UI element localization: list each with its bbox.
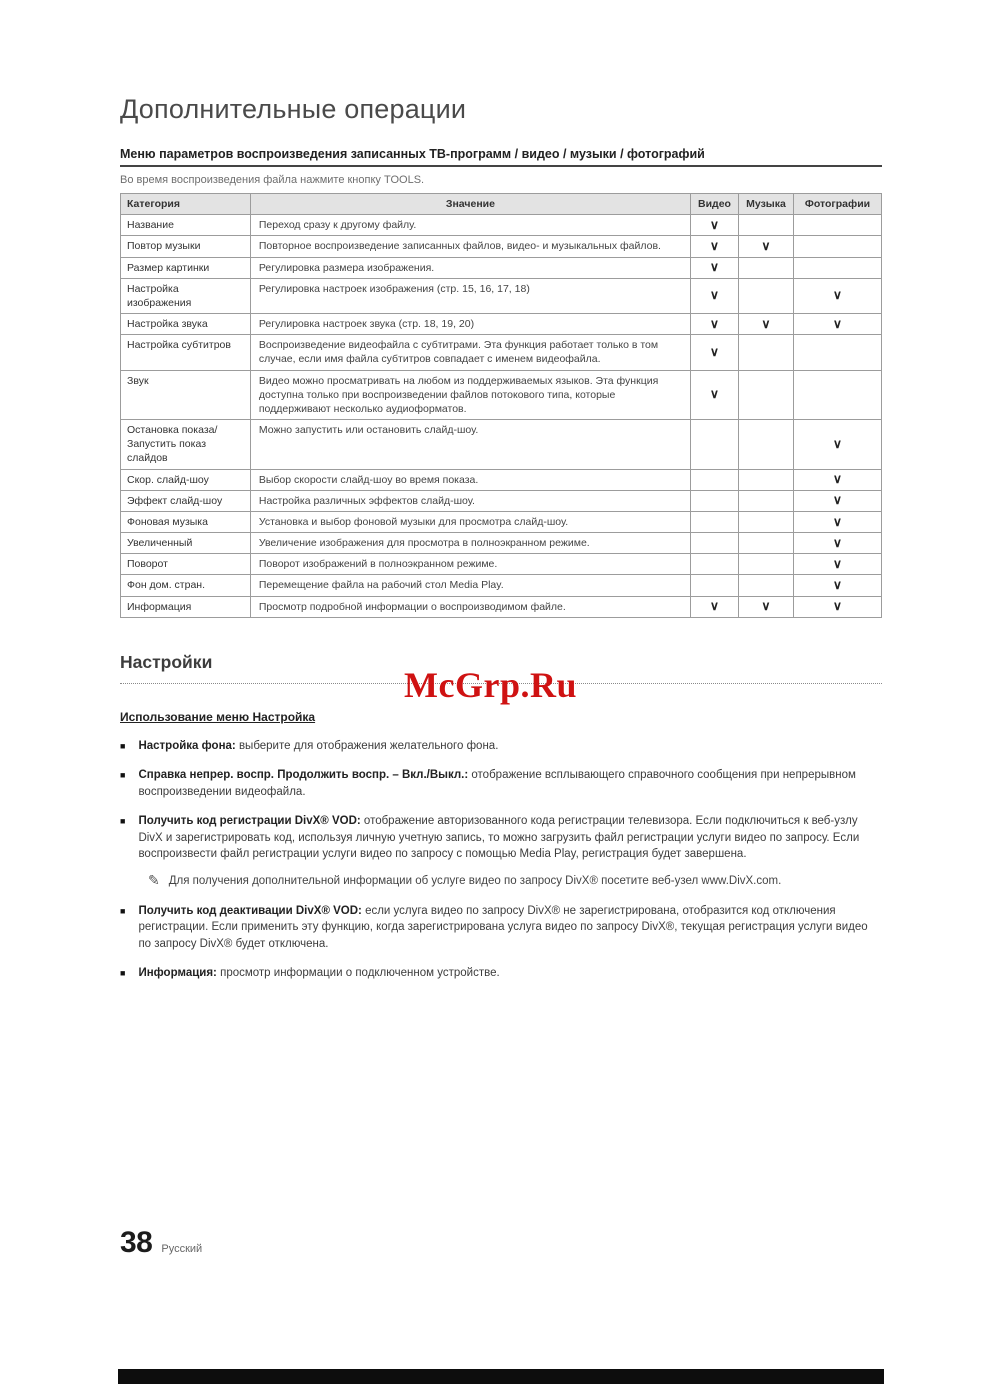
check-icon-video: ∨	[691, 314, 739, 335]
cell-category: Настройка звука	[121, 314, 251, 335]
check-icon-photo: ∨	[793, 490, 881, 511]
cell-value: Можно запустить или остановить слайд-шоу.	[250, 420, 690, 470]
table-row	[121, 335, 882, 370]
check-icon-music: ∨	[739, 596, 794, 617]
cell-video-empty	[691, 511, 739, 532]
bullet-description: отображение авторизованного кода регистрации телевизора. Если подключиться к веб-узлу DivX и зарегистрировать код, используя личную учетную запись, то можно загрузить файл регистрации услуги видео по запросу. Если воспроизвести файл регистрации услуги видео по запросу с помощью Media Play, регистрация будет завершена.	[138, 815, 860, 861]
cell-category: Настройка субтитров	[121, 335, 251, 370]
bullet-text	[138, 813, 882, 863]
cell-video-empty	[691, 533, 739, 554]
bullet-term: Информация:	[138, 967, 221, 980]
cell-video-empty	[691, 554, 739, 575]
bullet-square-icon: ■	[120, 968, 126, 979]
cell-category: Настройка изображения	[121, 278, 251, 313]
cell-value: Повторное воспроизведение записанных файлов, видео- и музыкальных файлов.	[250, 236, 690, 257]
cell-music-empty	[739, 257, 794, 278]
cell-value: Выбор скорости слайд-шоу во время показа.	[250, 469, 690, 490]
tools-table-body	[121, 215, 882, 618]
cell-value: Увеличение изображения для просмотра в полноэкранном режиме.	[250, 533, 690, 554]
table-row	[121, 278, 882, 313]
check-icon-video: ∨	[691, 215, 739, 236]
bullet-description: просмотр информации о подключенном устройстве.	[220, 967, 500, 980]
check-icon-video: ∨	[691, 236, 739, 257]
check-icon-music: ∨	[739, 236, 794, 257]
bullet-text	[138, 903, 882, 953]
bullet-square-icon: ■	[120, 816, 126, 827]
cell-category: Эффект слайд-шоу	[121, 490, 251, 511]
table-row	[121, 490, 882, 511]
check-icon-photo: ∨	[793, 314, 881, 335]
cell-category: Название	[121, 215, 251, 236]
tools-menu-heading: Меню параметров воспроизведения записанных ТВ-программ / видео / музыки / фотографий	[120, 147, 882, 167]
settings-section-title: Настройки	[120, 652, 882, 684]
bullet-term: Получить код регистрации DivX® VOD:	[138, 815, 364, 828]
check-icon-video: ∨	[691, 257, 739, 278]
cell-value: Регулировка размера изображения.	[250, 257, 690, 278]
pencil-note-icon: ✎	[148, 871, 160, 888]
table-row	[121, 257, 882, 278]
cell-video-empty	[691, 469, 739, 490]
cell-category: Увеличенный	[121, 533, 251, 554]
cell-music-empty	[739, 533, 794, 554]
bullet-square-icon: ■	[120, 770, 126, 781]
bullet-item	[120, 903, 882, 953]
header-category: Категория	[121, 194, 251, 215]
check-icon-photo: ∨	[793, 533, 881, 554]
cell-music-empty	[739, 511, 794, 532]
cell-video-empty	[691, 575, 739, 596]
check-icon-music: ∨	[739, 314, 794, 335]
check-icon-video: ∨	[691, 596, 739, 617]
cell-category: Размер картинки	[121, 257, 251, 278]
cell-value: Воспроизведение видеофайла с субтитрами. Эта функция работает только в том случае, если имя файла субтитров совпадает с именем видеофайла.	[250, 335, 690, 370]
cell-category: Скор. слайд-шоу	[121, 469, 251, 490]
check-icon-photo: ∨	[793, 469, 881, 490]
page-content	[120, 0, 882, 995]
table-row	[121, 596, 882, 617]
bullet-term: Справка непрер. воспр. Продолжить воспр. – Вкл./Выкл.:	[138, 769, 472, 782]
page-title: Дополнительные операции	[120, 94, 467, 124]
bullet-term: Получить код деактивации DivX® VOD:	[138, 904, 366, 917]
cell-music-empty	[739, 490, 794, 511]
check-icon-photo: ∨	[793, 575, 881, 596]
cell-photo-empty	[793, 215, 881, 236]
bullet-item	[120, 767, 882, 800]
bullet-text	[138, 767, 882, 800]
table-row	[121, 554, 882, 575]
cell-value: Видео можно просматривать на любом из поддерживаемых языков. Эта функция доступна только при воспроизведении файлов потокового типа, которые поддерживают несколько аудиоформатов.	[250, 370, 690, 420]
table-row	[121, 469, 882, 490]
cell-category: Поворот	[121, 554, 251, 575]
header-music: Музыка	[739, 194, 794, 215]
cell-video-empty	[691, 490, 739, 511]
cell-photo-empty	[793, 236, 881, 257]
check-icon-photo: ∨	[793, 420, 881, 470]
table-row	[121, 420, 882, 470]
check-icon-video: ∨	[691, 370, 739, 420]
bullet-square-icon: ■	[120, 740, 126, 751]
cell-photo-empty	[793, 370, 881, 420]
cell-value: Переход сразу к другому файлу.	[250, 215, 690, 236]
check-icon-photo: ∨	[793, 596, 881, 617]
bullet-description: выберите для отображения желательного фона.	[238, 739, 499, 752]
header-video: Видео	[691, 194, 739, 215]
cell-photo-empty	[793, 335, 881, 370]
note-row	[148, 873, 882, 889]
table-row	[121, 314, 882, 335]
cell-category: Фоновая музыка	[121, 511, 251, 532]
table-row	[121, 575, 882, 596]
cell-value: Перемещение файла на рабочий стол Media Play.	[250, 575, 690, 596]
cell-video-empty	[691, 420, 739, 470]
cell-value: Поворот изображений в полноэкранном режиме.	[250, 554, 690, 575]
cell-music-empty	[739, 420, 794, 470]
cell-music-empty	[739, 469, 794, 490]
tools-options-table	[120, 193, 882, 618]
cell-value: Регулировка настроек изображения (стр. 15, 16, 17, 18)	[250, 278, 690, 313]
cell-category: Фон дом. стран.	[121, 575, 251, 596]
bullet-item	[120, 965, 882, 982]
check-icon-photo: ∨	[793, 278, 881, 313]
cell-music-empty	[739, 370, 794, 420]
bullet-text	[138, 738, 498, 755]
table-row	[121, 533, 882, 554]
table-row	[121, 236, 882, 257]
cell-category: Звук	[121, 370, 251, 420]
bullet-description: отображение всплывающего справочного сообщения при непрерывном воспроизведении видеофайла.	[138, 769, 856, 798]
cell-value: Регулировка настроек звука (стр. 18, 19, 20)	[250, 314, 690, 335]
table-row	[121, 370, 882, 420]
cell-value: Просмотр подробной информации о воспроизводимом файле.	[250, 596, 690, 617]
bullet-item	[120, 738, 882, 755]
bullet-item	[120, 813, 882, 863]
bottom-bar	[118, 1369, 884, 1384]
cell-category: Информация	[121, 596, 251, 617]
table-row	[121, 511, 882, 532]
header-photo: Фотографии	[793, 194, 881, 215]
bullet-description: если услуга видео по запросу DivX® не зарегистрирована, отобразится код отключения регистрации. Если применить эту функцию, когда зарегистрирована услуга видео по запросу DivX®, текущая регистрация услуги видео по запросу DivX® будет отключена.	[138, 904, 868, 950]
cell-category: Повтор музыки	[121, 236, 251, 257]
settings-subheading: Использование меню Настройка	[120, 709, 316, 724]
cell-category: Остановка показа/ Запустить показ слайдов	[121, 420, 251, 470]
cell-music-empty	[739, 335, 794, 370]
check-icon-photo: ∨	[793, 554, 881, 575]
settings-bullet-list	[120, 738, 882, 982]
cell-music-empty	[739, 278, 794, 313]
table-row	[121, 215, 882, 236]
check-icon-photo: ∨	[793, 511, 881, 532]
cell-music-empty	[739, 575, 794, 596]
cell-music-empty	[739, 554, 794, 575]
cell-music-empty	[739, 215, 794, 236]
page-language-label: Русский	[161, 1243, 203, 1255]
check-icon-video: ∨	[691, 278, 739, 313]
tools-intro-text: Во время воспроизведения файла нажмите кнопку TOOLS.	[120, 174, 425, 186]
cell-photo-empty	[793, 257, 881, 278]
check-icon-video: ∨	[691, 335, 739, 370]
bullet-square-icon: ■	[120, 905, 126, 916]
cell-value: Установка и выбор фоновой музыки для просмотра слайд-шоу.	[250, 511, 690, 532]
note-text: Для получения дополнительной информации об услуге видео по запросу DivX® посетите веб-узел www.DivX.com.	[168, 874, 782, 887]
bullet-text	[138, 965, 499, 982]
header-value: Значение	[250, 194, 690, 215]
page-footer	[120, 1226, 202, 1260]
cell-value: Настройка различных эффектов слайд-шоу.	[250, 490, 690, 511]
page-number: 38	[120, 1226, 153, 1259]
watermark: McGrp.Ru	[404, 665, 577, 705]
table-header-row	[121, 194, 882, 215]
bullet-term: Настройка фона:	[138, 739, 239, 752]
